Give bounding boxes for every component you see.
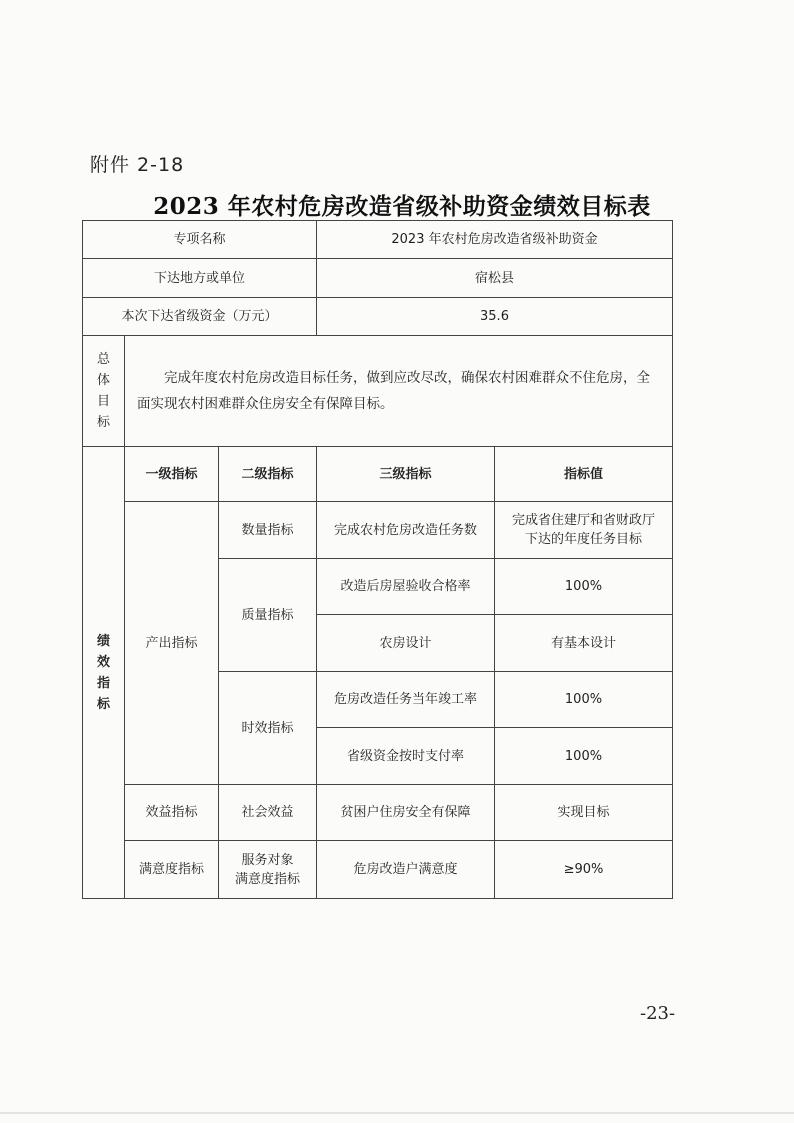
output-indicator-label: 产出指标 <box>125 502 219 785</box>
quality-metric-2: 农房设计 <box>317 615 495 672</box>
social-benefit-value: 实现目标 <box>495 785 673 841</box>
header-level2: 二级指标 <box>219 447 317 502</box>
project-name-value: 2023 年农村危房改造省级补助资金 <box>317 221 673 259</box>
attachment-label: 附件 2-18 <box>90 154 185 176</box>
benefit-indicator-label: 效益指标 <box>125 785 219 841</box>
satisfaction-metric: 危房改造户满意度 <box>317 841 495 899</box>
satisfaction-indicator-label: 满意度指标 <box>125 841 219 899</box>
quality-value-1: 100% <box>495 559 673 615</box>
quantity-metric: 完成农村危房改造任务数 <box>317 502 495 559</box>
performance-target-table <box>82 220 673 899</box>
page-number: -23- <box>640 1003 676 1024</box>
timeliness-metric-1: 危房改造任务当年竣工率 <box>317 672 495 728</box>
funds-label: 本次下达省级资金（万元） <box>83 298 317 336</box>
quality-metric-1: 改造后房屋验收合格率 <box>317 559 495 615</box>
quality-indicator-label: 质量指标 <box>219 559 317 672</box>
header-level3: 三级指标 <box>317 447 495 502</box>
timeliness-indicator-label: 时效指标 <box>219 672 317 785</box>
timeliness-metric-2: 省级资金按时支付率 <box>317 728 495 785</box>
unit-label: 下达地方或单位 <box>83 259 317 298</box>
timeliness-value-2: 100% <box>495 728 673 785</box>
satisfaction-value: ≥90% <box>495 841 673 899</box>
overall-goal-text: 完成年度农村危房改造目标任务，做到应改尽改，确保农村困难群众不住危房，全面实现农村困难群众住房安全有保障目标。 <box>125 336 673 447</box>
social-benefit-metric: 贫困户住房安全有保障 <box>317 785 495 841</box>
quantity-indicator-label: 数量指标 <box>219 502 317 559</box>
overall-goal-label: 总 体 目 标 <box>83 336 125 447</box>
quality-value-2: 有基本设计 <box>495 615 673 672</box>
funds-value: 35.6 <box>317 298 673 336</box>
header-value: 指标值 <box>495 447 673 502</box>
social-benefit-label: 社会效益 <box>219 785 317 841</box>
unit-value: 宿松县 <box>317 259 673 298</box>
page-title: 2023 年农村危房改造省级补助资金绩效目标表 <box>153 193 651 220</box>
header-level1: 一级指标 <box>125 447 219 502</box>
project-name-label: 专项名称 <box>83 221 317 259</box>
service-satisfaction-label: 服务对象 满意度指标 <box>219 841 317 899</box>
performance-indicators-label: 绩 效 指 标 <box>83 447 125 899</box>
quantity-value: 完成省住建厅和省财政厅 下达的年度任务目标 <box>495 502 673 559</box>
scan-edge-divider <box>0 1112 794 1114</box>
timeliness-value-1: 100% <box>495 672 673 728</box>
